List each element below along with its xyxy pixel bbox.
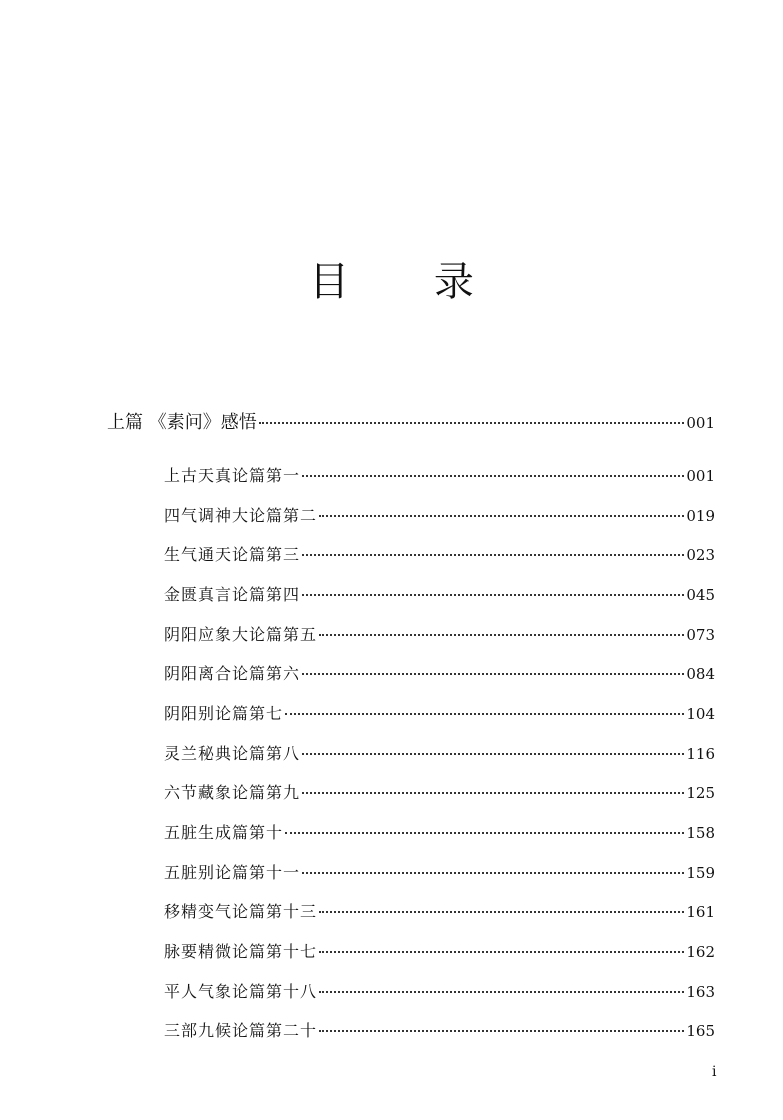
toc-entry[interactable] — [164, 701, 715, 727]
toc-entry[interactable] — [164, 780, 715, 806]
toc-entry-part[interactable] — [107, 410, 715, 436]
dot-leader — [319, 991, 684, 993]
toc-entry-page: 116 — [686, 745, 715, 763]
toc-entry-page: 104 — [686, 705, 715, 723]
toc-entry-page: 084 — [686, 665, 715, 683]
dot-leader — [319, 951, 684, 953]
dot-leader — [319, 515, 684, 517]
toc-entry-label: 阴阳离合论篇第六 — [164, 664, 301, 683]
toc-entry-label: 上篇 《素问》感悟 — [107, 412, 257, 433]
dot-leader — [302, 792, 684, 794]
toc-entry-label: 移精变气论篇第十三 — [164, 902, 318, 921]
dot-leader — [285, 713, 684, 715]
toc-entry[interactable] — [164, 741, 715, 767]
toc-entry-label: 灵兰秘典论篇第八 — [164, 744, 301, 763]
toc-entry-label: 三部九候论篇第二十 — [164, 1021, 318, 1040]
toc-entry-label: 脉要精微论篇第十七 — [164, 942, 318, 961]
dot-leader — [259, 422, 685, 424]
toc-entry[interactable] — [164, 1018, 715, 1044]
dot-leader — [285, 832, 684, 834]
toc-entry-label: 六节藏象论篇第九 — [164, 783, 301, 802]
toc-entry[interactable] — [164, 463, 715, 489]
toc-entry[interactable] — [164, 503, 715, 529]
toc-entry-label: 四气调神大论篇第二 — [164, 506, 318, 525]
toc-entry-page: 045 — [686, 586, 715, 604]
toc-entry[interactable] — [164, 899, 715, 925]
toc-entry-page: 158 — [686, 824, 715, 842]
toc-entry-label: 平人气象论篇第十八 — [164, 982, 318, 1001]
dot-leader — [319, 911, 684, 913]
toc-entry[interactable] — [164, 820, 715, 846]
toc-entry-page: 162 — [686, 943, 715, 961]
toc-entry[interactable] — [164, 939, 715, 965]
toc-entry-page: 125 — [686, 784, 715, 802]
page-number: i — [712, 1064, 717, 1080]
toc-entry-page: 165 — [686, 1022, 715, 1040]
toc-entry-label: 上古天真论篇第一 — [164, 466, 301, 485]
dot-leader — [319, 1030, 684, 1032]
toc-entry[interactable] — [164, 542, 715, 568]
toc-entry-label: 生气通天论篇第三 — [164, 545, 301, 564]
toc-entry-page: 001 — [686, 467, 715, 485]
dot-leader — [302, 753, 684, 755]
toc-entry-page: 001 — [686, 414, 715, 432]
toc-entry-page: 159 — [686, 864, 715, 882]
page-title: 目 录 — [309, 259, 510, 305]
toc-entry[interactable] — [164, 860, 715, 886]
dot-leader — [302, 673, 684, 675]
toc-entry[interactable] — [164, 979, 715, 1005]
dot-leader — [302, 475, 684, 477]
dot-leader — [302, 872, 684, 874]
toc-entry-page: 023 — [686, 546, 715, 564]
toc-entry-label: 五脏别论篇第十一 — [164, 863, 301, 882]
toc-entry[interactable] — [164, 582, 715, 608]
toc-entry-page: 019 — [686, 507, 715, 525]
toc-entry-page: 163 — [686, 983, 715, 1001]
toc-entry-page: 073 — [686, 626, 715, 644]
toc-entry-label: 阴阳应象大论篇第五 — [164, 625, 318, 644]
toc-entry[interactable] — [164, 622, 715, 648]
toc-entry-label: 五脏生成篇第十 — [164, 823, 284, 842]
toc-entry-label: 金匮真言论篇第四 — [164, 585, 301, 604]
toc-entry-label: 阴阳别论篇第七 — [164, 704, 284, 723]
dot-leader — [319, 634, 684, 636]
dot-leader — [302, 594, 684, 596]
toc-entry-page: 161 — [686, 903, 715, 921]
toc-entry[interactable] — [164, 661, 715, 687]
dot-leader — [302, 554, 684, 556]
